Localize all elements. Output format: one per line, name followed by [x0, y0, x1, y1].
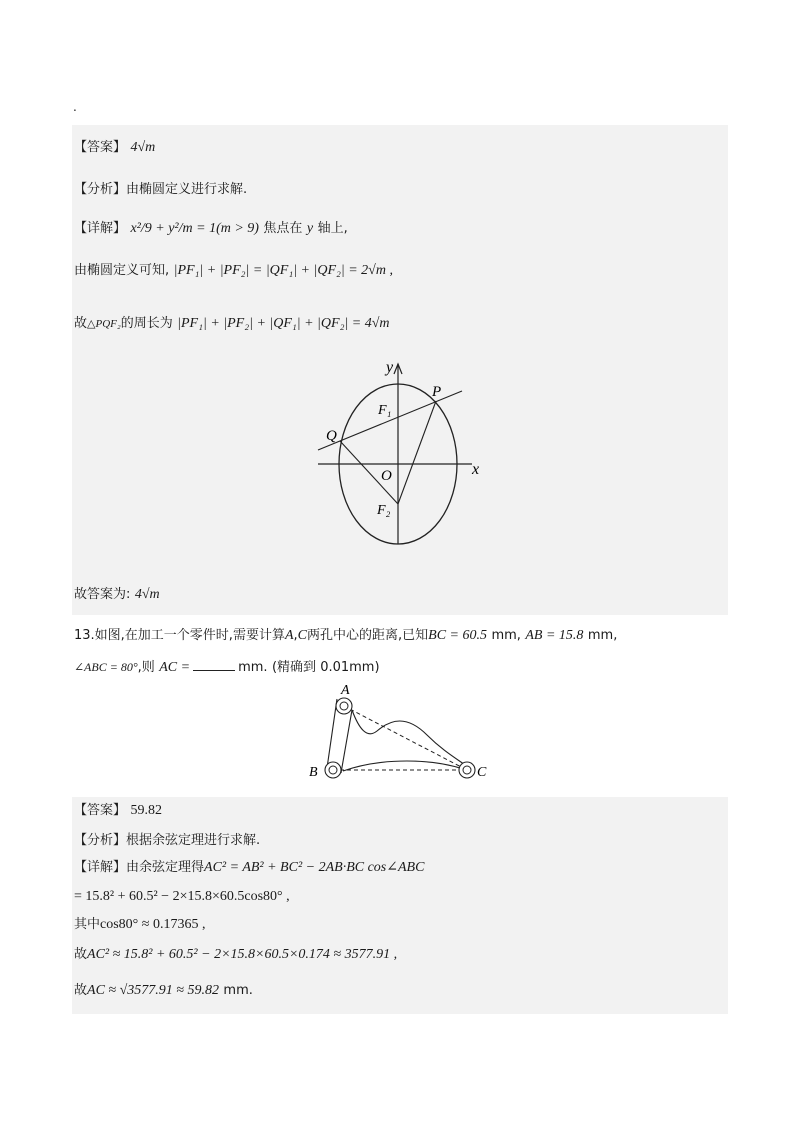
- ellipse-figure: [310, 352, 495, 552]
- ellipse-equation: x²/9 + y²/m = 1(m > 9): [130, 221, 259, 236]
- final-value: 4√m: [134, 587, 160, 602]
- ac-result-formula: AC ≈ √3577.91 ≈ 59.82: [87, 983, 219, 998]
- q12-final-line: [74, 584, 160, 605]
- q13-analysis-line: [74, 830, 260, 851]
- detail-tag: 【详解】: [74, 860, 127, 875]
- label-o: O: [381, 468, 392, 484]
- analysis-tag: 【分析】: [74, 182, 127, 197]
- detail-text: 轴上,: [317, 221, 348, 236]
- link-ab-outer: [327, 699, 337, 768]
- ac-squared-formula: AC² ≈ 15.8² + 60.5² − 2×15.8×60.5×0.174 ≈ 3577.91 ,: [87, 947, 398, 962]
- q13-line2: [74, 886, 290, 907]
- line-text: 的周长为: [120, 316, 173, 331]
- stem-text: 13.如图,在加工一个零件时,需要计算: [74, 628, 285, 643]
- label-x: x: [472, 461, 480, 478]
- part-figure: [303, 683, 503, 783]
- detail-text: 焦点在: [263, 221, 303, 236]
- answer-value: 59.82: [130, 803, 162, 818]
- unit-text: mm.: [223, 983, 253, 998]
- unit-text: mm.: [238, 660, 268, 675]
- label-f1: F₁: [378, 403, 392, 418]
- point-c: C: [297, 628, 307, 643]
- detail-tag: 【详解】: [74, 221, 127, 236]
- unit-text: mm,: [491, 628, 521, 643]
- stem-text: ,: [293, 628, 298, 643]
- link-ac-curve: [352, 710, 471, 769]
- segment-pf2: [398, 401, 436, 504]
- hole-a-outer: [336, 698, 352, 714]
- q13-stem-line1: [74, 625, 617, 646]
- cos-value-formula: cos80° ≈ 0.17365 ,: [100, 917, 206, 932]
- label-q: Q: [326, 428, 337, 444]
- detail-text: 由余弦定理得: [126, 860, 205, 875]
- line-text: 其中: [74, 917, 101, 932]
- q12-line2: [74, 260, 393, 281]
- label-c: C: [477, 765, 487, 780]
- analysis-tag: 【分析】: [74, 833, 127, 848]
- point-a: A: [284, 628, 294, 643]
- q13-line3: [74, 914, 205, 935]
- precision-note: (精确到 0.01mm): [271, 660, 380, 675]
- label-a: A: [341, 683, 350, 698]
- given-ab: AB = 15.8: [525, 628, 584, 643]
- analysis-text: 根据余弦定理进行求解.: [126, 833, 261, 848]
- focal-sum-formula: |PF₁| + |PF₂| = |QF₁| + |QF₂| = 2√m ,: [173, 263, 393, 278]
- final-text: 故答案为:: [74, 587, 131, 602]
- perimeter-formula: |PF₁| + |PF₂| + |QF₁| + |QF₂| = 4√m: [177, 316, 390, 331]
- stem-text: ,则: [137, 660, 155, 675]
- substitution-formula: = 15.8² + 60.5² − 2×15.8×60.5cos80° ,: [74, 889, 290, 904]
- label-y: y: [386, 359, 394, 376]
- line-text: 故: [74, 947, 88, 962]
- q12-answer-line: [74, 137, 155, 158]
- q13-line4: [74, 944, 397, 965]
- page-mark: .: [73, 100, 77, 114]
- q12-detail-line: [74, 218, 348, 239]
- stem-text: 两孔中心的距离,已知: [307, 628, 429, 643]
- label-f2: F₂: [377, 503, 391, 518]
- answer-tag: 【答案】: [74, 140, 127, 155]
- hole-b-outer: [325, 762, 341, 778]
- line-text: 故: [74, 983, 88, 998]
- line-text: 故: [74, 316, 88, 331]
- analysis-text: 由椭圆定义进行求解.: [126, 182, 248, 197]
- given-bc: BC = 60.5: [428, 628, 487, 643]
- q12-line3: [74, 313, 390, 334]
- hole-c-outer: [459, 762, 475, 778]
- q13-stem-line2: [74, 657, 380, 678]
- label-p: P: [432, 384, 442, 400]
- given-angle: ∠ABC = 80°: [74, 660, 138, 674]
- cosine-law-formula: AC² = AB² + BC² − 2AB·BC cos∠ABC: [204, 860, 425, 875]
- q13-answer-line: [74, 800, 162, 821]
- line-text: 由椭圆定义可知,: [74, 263, 170, 278]
- axis-name: y: [306, 221, 314, 236]
- label-b: B: [309, 765, 318, 780]
- q12-analysis-line: [74, 179, 247, 200]
- triangle-label: △PQF₂: [87, 318, 121, 330]
- unknown-ac: AC =: [159, 660, 191, 675]
- unit-text: mm,: [587, 628, 618, 643]
- answer-blank: [193, 658, 235, 671]
- answer-value: 4√m: [130, 140, 156, 155]
- q13-detail-line: [74, 857, 424, 878]
- link-ab-inner: [341, 710, 352, 773]
- answer-tag: 【答案】: [74, 803, 127, 818]
- q13-line5: [74, 980, 253, 1001]
